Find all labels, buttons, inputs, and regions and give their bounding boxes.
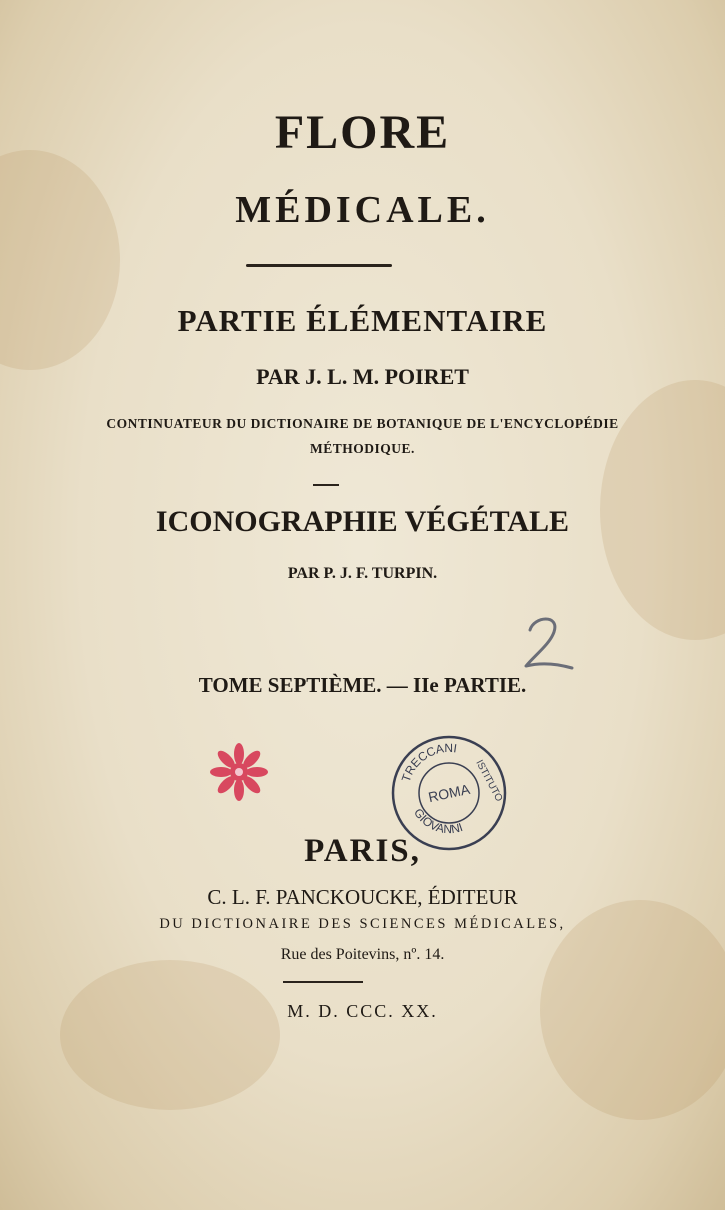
imprint-year: M. D. CCC. XX.	[287, 1001, 438, 1021]
handwritten-number	[512, 612, 582, 674]
publisher-name: C. L. F. PANCKOUCKE, ÉDITEUR	[207, 885, 518, 909]
imprint-rule	[283, 981, 363, 983]
part-heading: PARTIE ÉLÉMENTAIRE	[177, 303, 548, 338]
volume-line: TOME SEPTIÈME. — IIe PARTIE.	[198, 673, 527, 697]
author-line: PAR J. L. M. POIRET	[256, 364, 469, 389]
paper-stain	[60, 960, 280, 1110]
illustrator-line: PAR P. J. F. TURPIN.	[287, 565, 438, 582]
svg-text:GIOVANNI	[411, 806, 464, 836]
stamp-text-bottom: GIOVANNI	[411, 805, 465, 837]
short-rule	[313, 484, 339, 486]
ornamental-rule	[246, 264, 392, 267]
section-heading: ICONOGRAPHIE VÉGÉTALE	[155, 505, 570, 538]
stamp-text-center: ROMA	[426, 780, 472, 806]
publisher-address: Rue des Poitevins, nº. 14.	[280, 946, 445, 963]
stamp-text-top: TRECCANI	[398, 740, 458, 784]
author-role-line-1: CONTINUATEUR DU DICTIONAIRE DE BOTANIQUE DE L'ENCYCLOPÉDIE	[106, 416, 619, 431]
book-subtitle: MÉDICALE.	[235, 189, 490, 231]
publisher-description: DU DICTIONAIRE DES SCIENCES MÉDICALES,	[159, 916, 566, 932]
author-role-line-2: MÉTHODIQUE.	[310, 441, 415, 456]
book-title: FLORE	[274, 106, 451, 159]
stamp-text-right: ISTITUTO	[473, 758, 505, 804]
red-ornament-stamp	[208, 742, 270, 802]
imprint-city: PARIS,	[304, 833, 421, 869]
